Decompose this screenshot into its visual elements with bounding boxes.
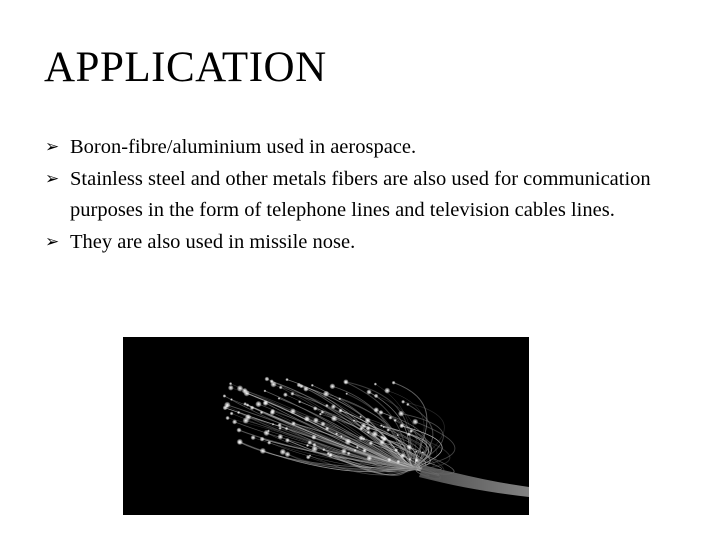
fiber-tip <box>290 408 296 414</box>
fiber-tip <box>359 435 364 440</box>
fiber-tip <box>285 378 288 381</box>
fiber-tip <box>415 450 417 452</box>
fiber-tip <box>313 406 317 410</box>
fiber-tip <box>386 428 390 432</box>
fiber-tip <box>304 416 310 422</box>
fiber-tip <box>380 424 383 427</box>
fiber-tip <box>401 400 405 404</box>
fiber-tip <box>365 417 371 423</box>
fiber-tip <box>263 400 269 406</box>
fiber-tip <box>285 438 290 443</box>
fiber-tip <box>298 400 301 403</box>
fiber-tip <box>290 392 294 396</box>
bullet-item <box>44 227 684 259</box>
fiber-tip <box>243 402 247 406</box>
bullet-text: Boron-fibre/aluminium used in aerospace. <box>70 136 417 158</box>
fiber-tip <box>359 415 362 418</box>
fiber-tip <box>414 458 419 463</box>
fiber-tip <box>228 385 234 391</box>
fiber-tip <box>250 406 255 411</box>
fiber-tip <box>396 460 400 464</box>
fiber-tip <box>345 438 352 445</box>
fiber-tip <box>393 419 396 422</box>
fiber-tip <box>335 432 338 435</box>
fiber-tip <box>356 446 359 449</box>
fiber-tip <box>320 410 324 414</box>
fiber-tip <box>378 410 383 415</box>
fiber-tip <box>366 426 371 431</box>
fiber-tip <box>236 428 241 433</box>
fiber-tip <box>384 388 390 394</box>
fiber-tip <box>366 389 371 394</box>
fiber-tip <box>255 401 262 408</box>
fiber-tip <box>331 404 336 409</box>
fiber-tip <box>303 386 308 391</box>
fiber-tip <box>229 382 232 385</box>
fiber-tip <box>371 431 378 438</box>
bullet-text: They are also used in missile nose. <box>70 230 356 253</box>
fiber-tip <box>398 410 404 416</box>
bullet-list <box>44 132 684 258</box>
fiber-tip <box>338 397 341 400</box>
fiber-tip <box>223 394 227 398</box>
fiber-tip <box>374 383 377 386</box>
fiber-tip <box>400 453 406 459</box>
fiber-tip <box>366 455 372 461</box>
fiber-tip <box>407 432 411 436</box>
fiber-tip <box>362 448 367 453</box>
fiber-tip <box>396 434 399 437</box>
fiber-tip <box>283 392 288 397</box>
arrow-right-icon: ➢ <box>45 231 60 252</box>
fiber-tip <box>243 390 249 396</box>
fiber-tip <box>311 384 314 387</box>
fiber-tip <box>279 385 283 389</box>
slide-title: APPLICATION <box>44 44 327 91</box>
fiber-tip <box>412 419 418 425</box>
fiber-tip <box>260 437 265 442</box>
fiber-tip <box>369 441 373 445</box>
fiber-tip <box>321 421 326 426</box>
fiber-tip <box>232 419 237 424</box>
optical-fiber-photo <box>123 337 529 515</box>
fiber-tip <box>331 415 338 422</box>
fiber-tip <box>374 394 379 399</box>
fiber-tip <box>406 444 412 450</box>
fiber-tip <box>225 416 229 420</box>
fiber-tip <box>267 441 271 445</box>
fiber-tip <box>297 383 302 388</box>
fiber-tip <box>230 398 233 401</box>
fiber-tip <box>409 429 413 433</box>
fiber-tip <box>270 410 276 416</box>
fiber-tip <box>367 431 370 434</box>
optical-fiber-image <box>123 337 529 515</box>
fiber-tip <box>347 452 351 456</box>
fiber-tip <box>309 454 311 456</box>
arrow-right-icon: ➢ <box>45 137 60 157</box>
fiber-tip <box>267 430 270 433</box>
fiber-tip <box>313 417 319 423</box>
fiber-tip <box>373 407 379 413</box>
fiber-tip <box>260 411 263 414</box>
fiber-tip <box>237 411 240 414</box>
fiber-tip <box>379 439 385 445</box>
fiber-tip <box>353 419 355 421</box>
fiber-tip <box>325 427 329 431</box>
fiber-tip <box>354 449 357 452</box>
fiber-tip <box>345 392 348 395</box>
fiber-tip <box>260 448 266 454</box>
fiber-tip <box>243 417 250 424</box>
fiber-tip <box>278 397 281 400</box>
fiber-tip <box>328 453 333 458</box>
fiber-tip <box>359 426 363 430</box>
fiber-tip <box>311 435 316 440</box>
fiber-tip <box>387 458 391 462</box>
fiber-tip <box>270 381 276 387</box>
bullet-item <box>44 164 684 227</box>
fiber-tip <box>272 423 275 426</box>
fiber-tip <box>306 444 309 447</box>
fiber-tip <box>322 448 325 451</box>
fiber-tip <box>408 458 411 461</box>
fiber-tip <box>422 451 425 454</box>
fiber-tip <box>237 385 244 392</box>
fiber-tip <box>280 449 287 456</box>
fiber-tip <box>392 381 396 385</box>
fiber-tip <box>230 412 234 416</box>
fiber-tip <box>388 416 392 420</box>
fiber-tip <box>264 390 267 393</box>
fiber-tip <box>399 423 404 428</box>
fiber-tip <box>341 448 347 454</box>
fiber-tip <box>291 421 296 426</box>
fiber-tip <box>325 404 328 407</box>
fiber-tip <box>338 408 342 412</box>
fiber-tip <box>406 403 409 406</box>
fiber-tip <box>394 448 398 452</box>
fiber-tip <box>382 426 384 428</box>
fiber-tip <box>264 377 269 382</box>
fiber-tip <box>340 435 342 437</box>
bullet-item <box>44 132 684 164</box>
fiber-tip <box>277 434 283 440</box>
fiber-tip <box>312 443 316 447</box>
fiber-tip <box>225 405 228 408</box>
arrow-right-icon: ➢ <box>45 168 60 189</box>
fiber-tip <box>285 427 288 430</box>
fiber-tip <box>323 391 329 397</box>
fiber-tip <box>277 423 281 427</box>
fiber-tip <box>329 383 335 389</box>
bullet-text: Stainless steel and other metals fibers are also used for communication purposes in the form of telephone lines and television cables lines. <box>70 167 651 221</box>
fiber-tip <box>238 440 242 444</box>
fiber-tip <box>251 435 256 440</box>
fiber-tip <box>344 381 347 384</box>
